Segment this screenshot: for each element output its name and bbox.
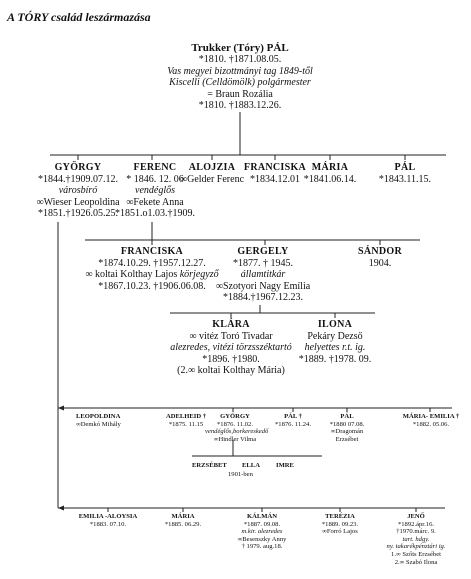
- root-spouse-dates: *1810. †1883.12.26.: [198, 100, 282, 111]
- person-name: GYÖRGY: [54, 162, 102, 173]
- grandchildren-note: 1901-ben: [228, 471, 253, 478]
- person-dates: *1875. 11.15: [168, 420, 204, 428]
- person-name: ADELHEID †: [165, 413, 207, 420]
- person-role-2: ny. takarékpénztári ig.: [386, 543, 446, 551]
- person-dates: *1889. 09.23.: [321, 520, 359, 528]
- person-dates: *1844.†1909.07.12.: [38, 173, 118, 185]
- person-dates: *1876. 11.24.: [274, 420, 312, 428]
- page-title: A TÓRY család leszármazása: [7, 10, 151, 24]
- root-role-2: Kiscelli (Celldömölk) polgármester: [169, 77, 311, 88]
- gy-child-pal2: [322, 413, 372, 443]
- person-spouse-1: 1.∞ Szőts Erzsébet: [391, 550, 441, 558]
- last-jeno: [382, 513, 450, 566]
- last-maria: [152, 513, 214, 528]
- person-dates: *1883. 07.10.: [89, 520, 127, 528]
- person-name: PÁL: [340, 413, 354, 420]
- gy-child-leopoldina: [76, 413, 156, 428]
- person-dates: *1877. † 1945.: [233, 257, 293, 269]
- person-role: m.kir. alezredes: [241, 528, 283, 536]
- gen3-ilona: [295, 319, 375, 365]
- person-role: városbíró: [58, 185, 98, 196]
- person-role: vendéglős,borkereskedő: [205, 428, 269, 436]
- person-dates: *1876. 11.02.: [216, 420, 254, 428]
- grandchild-imre: IMRE: [276, 462, 294, 469]
- gen3-klara: [161, 319, 301, 377]
- root-role-1: Vas megyei bizottmányi tag 1849-től: [167, 65, 313, 77]
- person-name: ALOJZIA: [188, 162, 236, 173]
- person-dates: *1889. †1978. 09.: [298, 353, 372, 365]
- root-spouse: = Braun Rozália: [207, 88, 273, 100]
- person-dates: *1874.10.29. †1957.12.27.: [98, 257, 206, 269]
- person-spouse: ∞Demkó Mihály: [76, 420, 121, 428]
- gen2-gergely: [208, 246, 318, 304]
- person-dates: *1843.11.15.: [378, 173, 432, 185]
- person-spouse: ∞Forró Lajos: [322, 528, 358, 536]
- spouse-name: ∞ koltai Kolthay Lajos: [85, 269, 180, 280]
- person-name: PÁL †: [284, 413, 302, 420]
- person-dates: *1887. 09.08.: [243, 520, 281, 528]
- person-dates: *1885. 06.29.: [164, 520, 202, 528]
- person-spouse-2: Erzsébet: [335, 435, 359, 443]
- person-spouse: ∞Fekete Anna: [126, 196, 184, 208]
- person-name: EMILIA -ALOYSIA: [78, 513, 138, 520]
- person-name: MÁRIA: [171, 513, 195, 520]
- grandchild-ella: ELLA: [242, 462, 260, 469]
- person-name: FERENC: [133, 162, 177, 173]
- person-name: PÁL: [394, 162, 416, 173]
- person-death: †1970.márc. 9.: [396, 528, 436, 536]
- person-spouse: ∞ vitéz Toró Tivadar: [189, 330, 273, 342]
- person-spouse: ∞Dragomán: [330, 428, 364, 436]
- person-spouse: ∞Hindler Vilma: [213, 435, 257, 443]
- gen2-sandor: [350, 246, 410, 269]
- person-spouse-dates: *1851.†1926.05.25.: [38, 208, 118, 219]
- person-name: SÁNDOR: [357, 246, 403, 257]
- last-kalman: [228, 513, 296, 551]
- person-name: KÁLMÁN: [246, 513, 278, 520]
- person-spouse-dates: *1884.†1967.12.23.: [223, 292, 303, 303]
- person-birth: *1892.ápr.16.: [397, 520, 435, 528]
- grandchild-erzsebet: ERZSÉBET: [192, 462, 227, 469]
- root-person: [140, 42, 340, 112]
- gen2-franciska: [82, 246, 222, 292]
- spouse-role: alezredes, vitézi törzsszéktartó: [170, 342, 292, 353]
- person-role: államtitkár: [240, 269, 286, 280]
- gen1-pal: [372, 162, 438, 185]
- person-name: TERÉZIA: [325, 513, 355, 520]
- root-name: Trukker (Tóry) PÁL: [191, 42, 289, 54]
- person-spouse: ∞Wieser Leopoldina: [36, 196, 120, 208]
- person-spouse: Pekáry Dezső: [307, 330, 363, 342]
- gy-child-mariaemilia: [396, 413, 466, 428]
- person-dates: *1834.12.01: [250, 173, 300, 185]
- person-spouse: ∞Gelder Ferenc: [179, 173, 245, 185]
- person-spouse-dates: *1851.o1.03.†1909.: [115, 208, 195, 219]
- last-emilia: [70, 513, 146, 528]
- person-name: FRANCISKA: [243, 162, 307, 173]
- person-name: JENŐ: [407, 513, 425, 520]
- person-name: ILONA: [317, 319, 353, 330]
- spouse-role: körjegyző: [179, 269, 219, 280]
- spouse-second-marriage: (2.∞ koltai Kolthay Mária): [177, 365, 285, 376]
- spouse-role: helyettes r.t. ig.: [304, 342, 366, 353]
- person-spouse-dates: *1867.10.23. †1906.06.08.: [98, 280, 206, 292]
- person-dates: *1896. †1980.: [202, 353, 260, 365]
- last-terezia: [310, 513, 370, 536]
- person-spouse: ∞Szotyori Nagy Emília: [215, 280, 311, 292]
- gy-child-pal1: [268, 413, 318, 428]
- person-dates: *1841.06.14.: [303, 173, 357, 185]
- person-name: GERGELY: [237, 246, 289, 257]
- person-spouse: ∞Besenszky Anny: [237, 535, 287, 543]
- person-name: GYÖRGY: [220, 413, 250, 420]
- person-dates: * 1846. 12. 06: [126, 173, 184, 185]
- person-name: LEOPOLDINA: [76, 413, 121, 420]
- person-role-1: tart. hdgy.: [402, 535, 430, 543]
- person-name: FRANCISKA: [120, 246, 184, 257]
- person-dates: *1882. 05.06.: [412, 420, 450, 428]
- root-dates: *1810. †1871.08.05.: [198, 54, 282, 65]
- gy-child-gyorgy: [205, 413, 269, 443]
- person-spouse: [82, 269, 222, 281]
- person-name: KLÁRA: [212, 319, 250, 330]
- person-name: MÁRIA- EMILIA †: [402, 413, 460, 420]
- person-dates: *1880 07.08.: [329, 420, 365, 428]
- gen1-maria: [300, 162, 360, 185]
- person-spouse-2: 2.∞ Szabó Ilona: [394, 558, 438, 566]
- person-dates: 1904.: [368, 257, 392, 269]
- person-name: MÁRIA: [311, 162, 349, 173]
- person-death: † 1979. aug.18.: [241, 543, 283, 551]
- person-role: vendéglős: [135, 185, 175, 196]
